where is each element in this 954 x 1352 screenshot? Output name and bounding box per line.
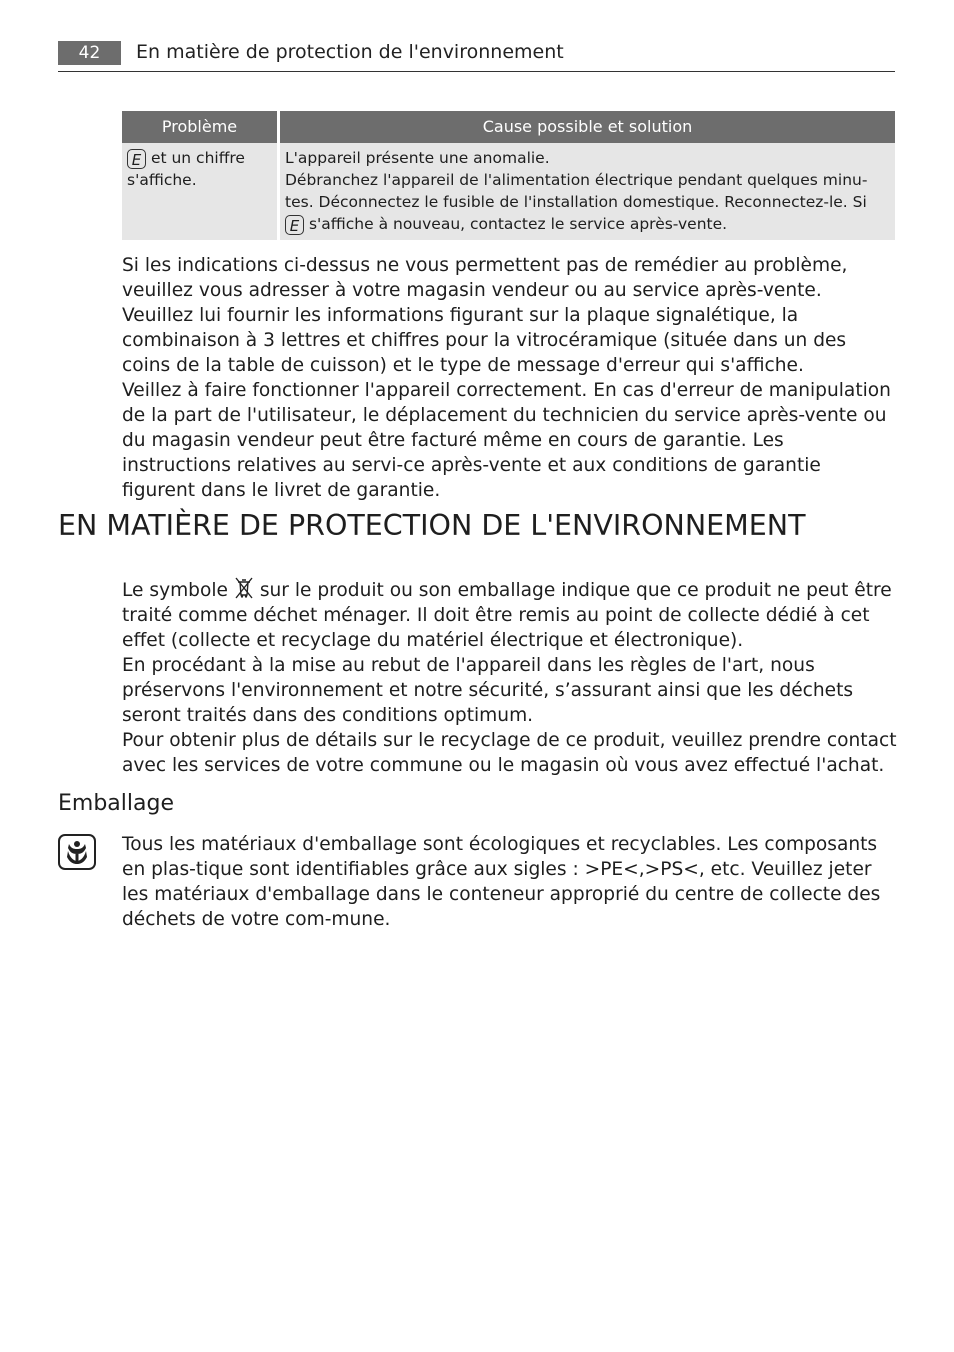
paragraph: Veillez à faire fonctionner l'appareil correctement. En cas d'erreur de manipulation de la part de l'utilisateur, le déplacement du technicien du service après-vente ou du magasin vendeur peut être facturé même en cours de garantie. Les instructions relatives au servi-ce après-vente et aux conditions de garantie figurent dans le livret de garantie. bbox=[122, 380, 891, 501]
environment-text bbox=[122, 577, 897, 778]
paragraph-text: sur le produit ou son emballage indique que ce produit ne peut être traité comme déchet ménager. Il doit être remis au point de collecte dédié à cet effet (collecte et recyclage du matériel électrique et électronique). bbox=[122, 580, 892, 651]
page-number: 42 bbox=[58, 41, 121, 65]
table-header-row bbox=[122, 111, 895, 143]
packaging-recycle-icon bbox=[58, 834, 96, 870]
error-e-symbol: E bbox=[127, 149, 146, 169]
paragraph: Si les indications ci-dessus ne vous permettent pas de remédier au problème, veuillez vous adresser à votre magasin vendeur ou au service après-vente. Veuillez lui fournir les informations figurant sur la plaque signalétique, la combinaison à 3 lettres et chiffres pour la vitrocéramique (située dans un des coins de la table de cuisson) et le type de message d'erreur qui s'affiche. bbox=[122, 255, 848, 376]
table-row bbox=[122, 143, 895, 240]
packaging-text-block bbox=[122, 832, 895, 932]
troubleshooting-table bbox=[122, 111, 895, 240]
packaging-title: Emballage bbox=[58, 791, 174, 816]
paragraph: En procédant à la mise au rebut de l'appareil dans les règles de l'art, nous préservons l'environnement et notre sécurité, s’assurant ainsi que les déchets seront traités dans des conditions optimum. bbox=[122, 655, 854, 726]
column-header-problem: Problème bbox=[122, 111, 277, 143]
cause-line: Débranchez l'appareil de l'alimentation électrique pendant quelques minu- bbox=[285, 171, 868, 189]
paragraph: Pour obtenir plus de détails sur le recyclage de ce produit, veuillez prendre contact avec les services de votre commune ou le magasin où vous avez effectué l'achat. bbox=[122, 730, 897, 776]
problem-text: et un chiffre bbox=[150, 149, 245, 167]
cause-line: s'affiche à nouveau, contactez le service après-vente. bbox=[308, 215, 728, 233]
problem-text: s'affiche. bbox=[127, 171, 197, 189]
cause-line: tes. Déconnectez le fusible de l'installation domestique. Reconnectez-le. Si bbox=[285, 193, 867, 211]
header-title: En matière de protection de l'environnement bbox=[136, 41, 564, 63]
column-header-cause: Cause possible et solution bbox=[277, 111, 895, 143]
paragraph: Tous les matériaux d'emballage sont écologiques et recyclables. Les composants en plas-tique sont identifiables grâce aux sigles : >PE<,>PS<, etc. Veuillez jeter les matériaux d'emballage dans le conteneur approprié du centre de collecte des déchets de votre com-mune. bbox=[122, 834, 881, 930]
error-e-symbol: E bbox=[285, 215, 304, 235]
paragraph-text: Le symbole bbox=[122, 580, 228, 601]
cause-line: L'appareil présente une anomalie. bbox=[285, 149, 550, 167]
cause-cell bbox=[277, 143, 895, 240]
page-header bbox=[58, 40, 895, 72]
service-instructions bbox=[122, 253, 897, 503]
crossed-bin-icon bbox=[234, 577, 254, 599]
problem-cell bbox=[122, 143, 277, 240]
paragraph bbox=[122, 577, 897, 653]
section-title: EN MATIÈRE DE PROTECTION DE L'ENVIRONNEMENT bbox=[58, 509, 806, 542]
